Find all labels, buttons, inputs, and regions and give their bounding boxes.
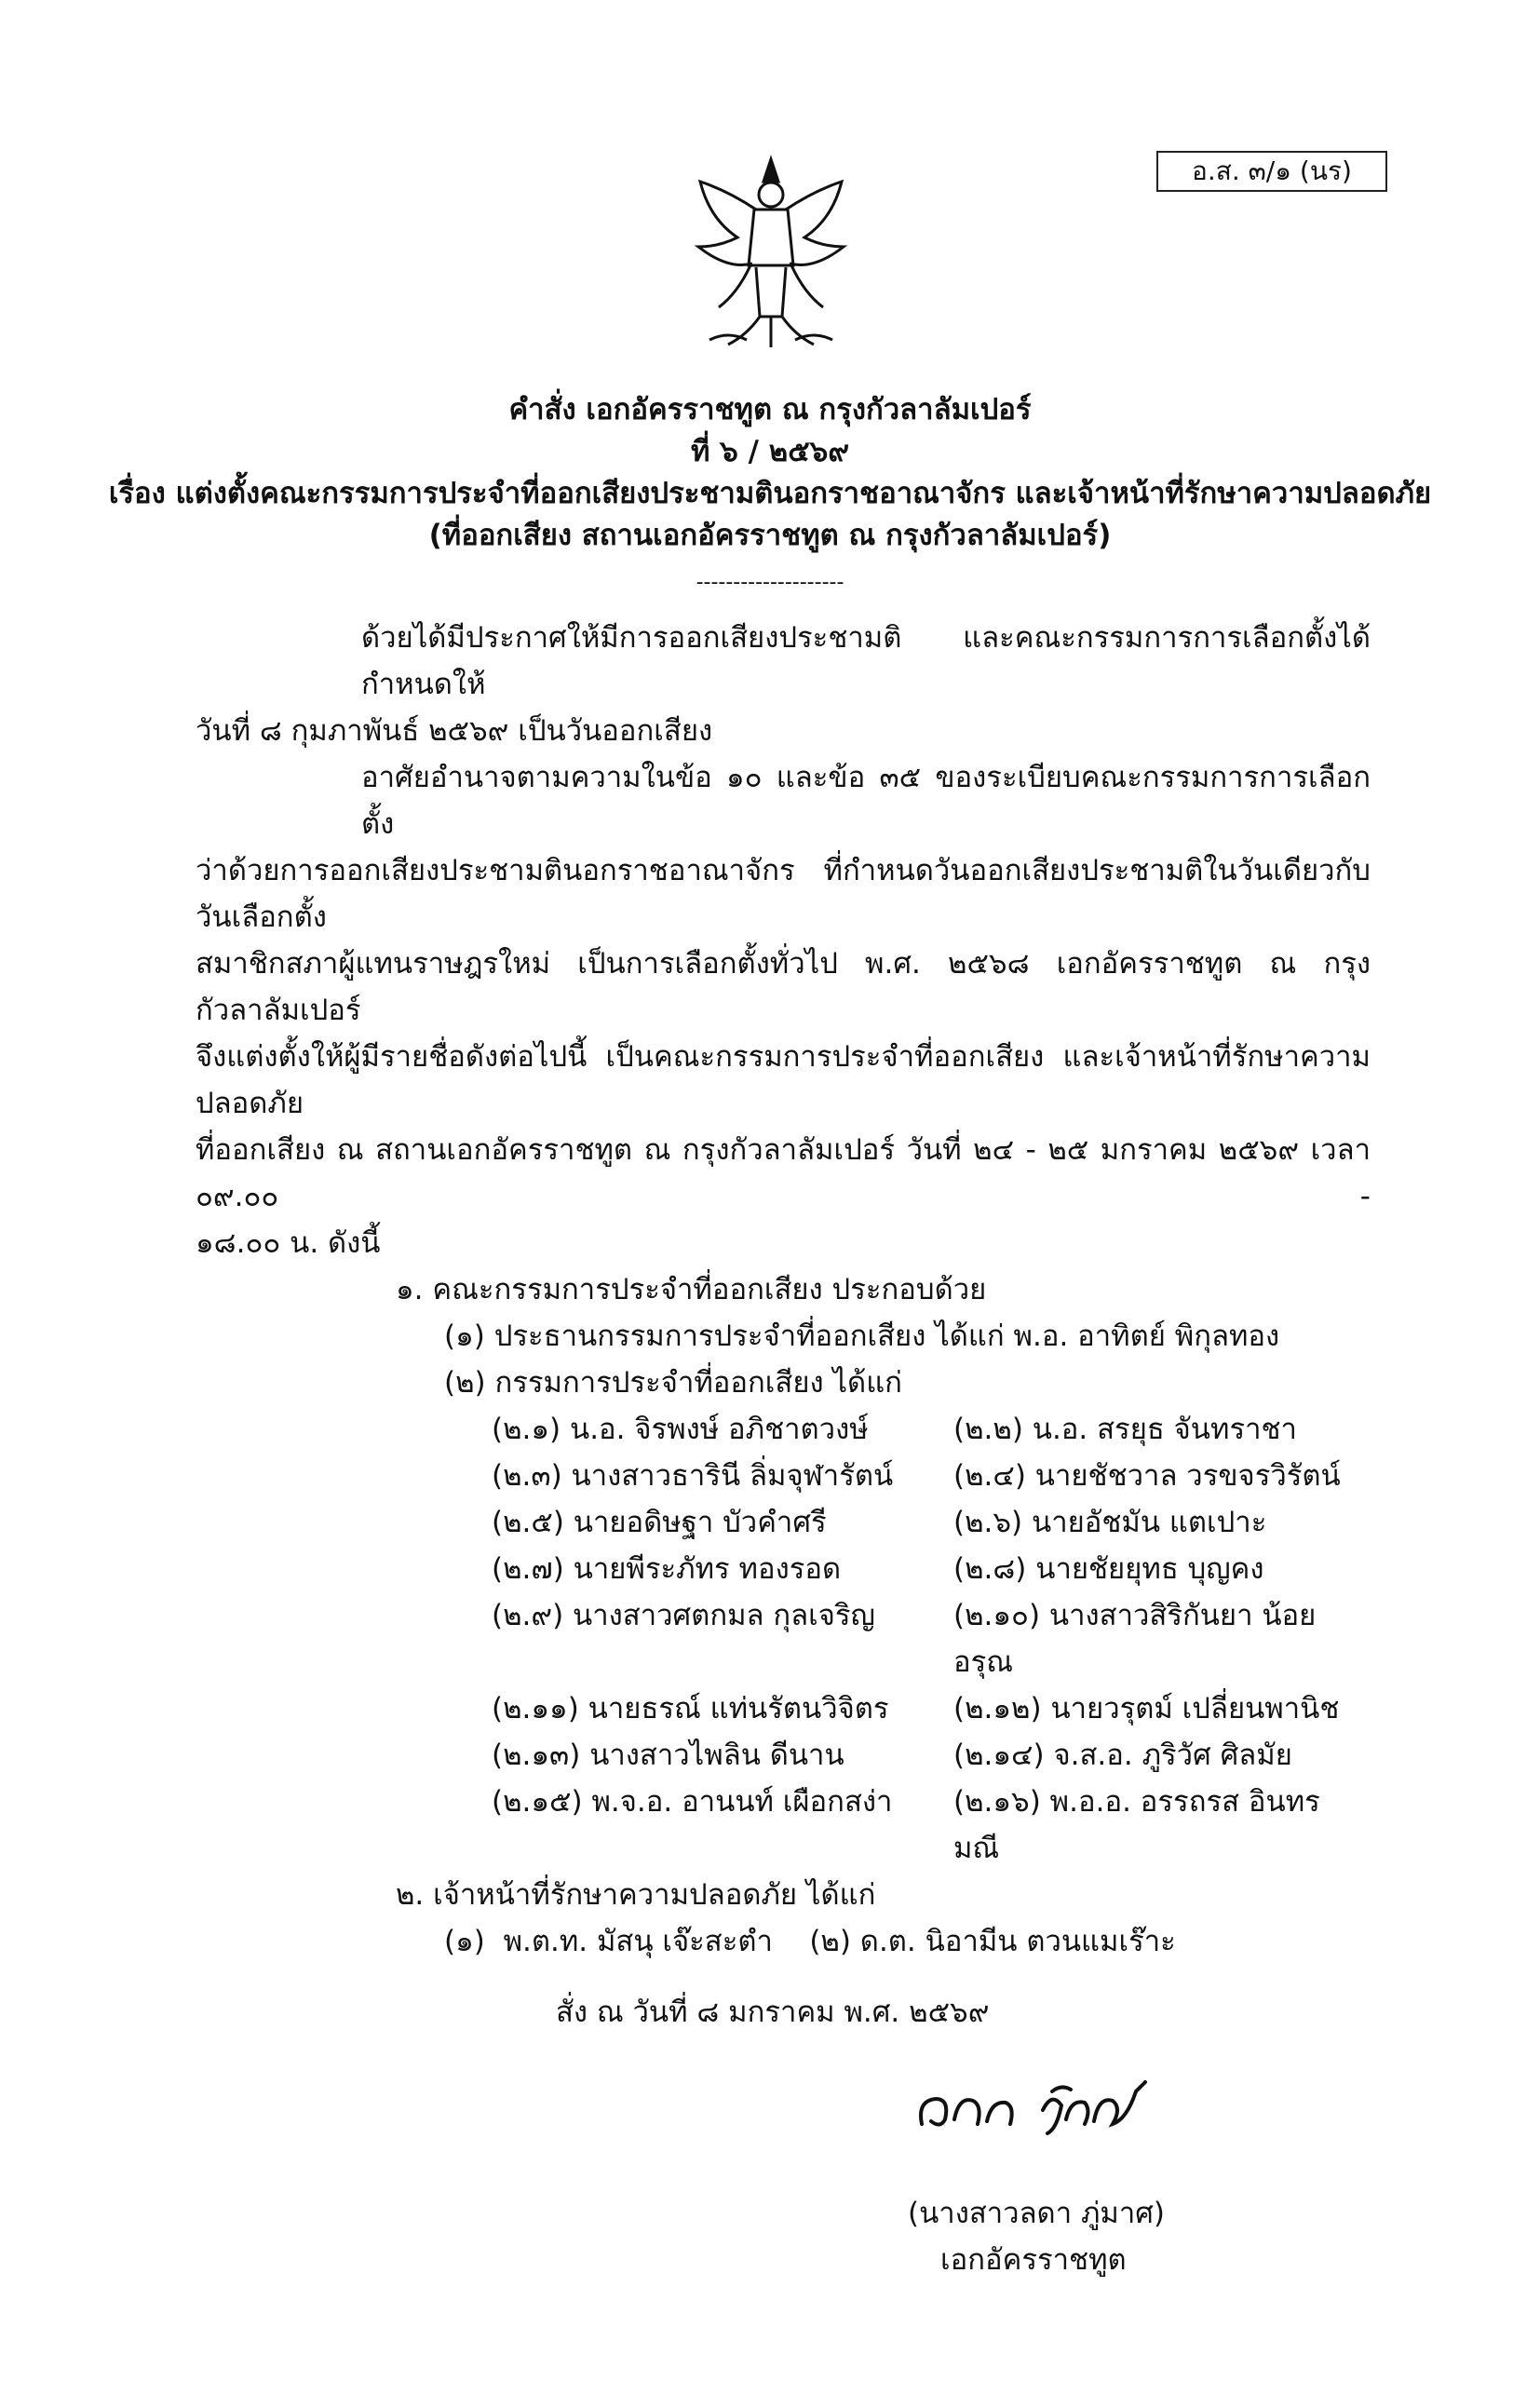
para2-line2: ว่าด้วยการออกเสียงประชามตินอกราชอาณาจักร ที่กำหนดวันออกเสียงประชามติในวันเดียวกับวันเลือกตั้ง [196,854,1371,934]
member-item: (๒.๑๔) จ.ส.อ. ภูริวัศ ศิลมัย [953,1739,1292,1772]
member-item: (๒.๑๒) นายวรุตม์ เปลี่ยนพานิช [953,1692,1340,1725]
members-list [196,1406,1371,1872]
signature-area [196,2073,1371,2185]
signer-name: (นางสาวลดา ภู่มาศ) [908,2197,1166,2230]
order-subject: เรื่อง แต่งตั้งคณะกรรมการประจำที่ออกเสียงประชามตินอกราชอาณาจักร และเจ้าหน้าที่รักษาความปลอดภัย [108,477,1432,510]
member-item: (๒.๑๖) พ.อ.อ. อรรถรส อินทรมณี [953,1785,1320,1865]
member-item: (๒.๑) น.อ. จิรพงษ์ อภิชาตวงษ์ [492,1413,869,1446]
member-item: (๒.๑๑) นายธรณ์ แท่นรัตนวิจิตร [492,1692,889,1725]
chair-line: (๑) ประธานกรรมการประจำที่ออกเสียง ได้แก่ พ.อ. อาทิตย์ พิกุลทอง [444,1319,1280,1353]
order-date: สั่ง ณ วันที่ ๘ มกราคม พ.ศ. ๒๕๖๙ [556,1996,990,2029]
member-item: (๒.๑๓) นางสาวไพลิน ดีนาน [492,1739,844,1772]
section1-heading: ๑. คณะกรรมการประจำที่ออกเสียง ประกอบด้วย [396,1273,987,1306]
member-item: (๒.๑๐) นางสาวสิริกันยา น้อยอรุณ [953,1599,1317,1679]
member-item: (๒.๗) นายพีระภัทร ทองรอด [492,1552,842,1586]
members-heading: (๒) กรรมการประจำที่ออกเสียง ได้แก่ [444,1366,902,1400]
para2-line4: จึงแต่งตั้งให้ผู้มีรายชื่อดังต่อไปนี้ เป็นคณะกรรมการประจำที่ออกเสียง และเจ้าหน้าที่รักษาความปลอดภัย [196,1040,1371,1120]
member-item: (๒.๕) นายอดิษฐา บัวคำศรี [492,1506,827,1539]
para2-line6: ๑๘.๐๐ น. ดังนี้ [196,1226,381,1260]
para2-line5: ที่ออกเสียง ณ สถานเอกอัครราชทูต ณ กรุงกัวลาลัมเปอร์ วันที่ ๒๔ - ๒๕ มกราคม ๒๕๖๙ เวลา ๐๙.๐๐ - [196,1133,1371,1213]
section2-heading: ๒. เจ้าหน้าที่รักษาความปลอดภัย ได้แก่ [396,1878,876,1912]
member-item: (๒.๔) นายชัชวาล วรขจรวิรัตน์ [953,1459,1341,1493]
para1-line2: วันที่ ๘ กุมภาพันธ์ ๒๕๖๙ เป็นวันออกเสียง [196,714,713,748]
signature-icon [912,2073,1164,2138]
para2-line3: สมาชิกสภาผู้แทนราษฎรใหม่ เป็นการเลือกตั้งทั่วไป พ.ศ. ๒๕๖๘ เอกอัครราชทูต ณ กรุงกัวลาลัมเปอร์ [196,947,1371,1027]
member-item: (๒.๙) นางสาวศตกมล กุลเจริญ [492,1599,875,1632]
para1-line1: ด้วยได้มีประกาศให้มีการออกเสียงประชามติ และคณะกรรมการการเลือกตั้งได้กำหนดให้ [361,621,1371,701]
member-item: (๒.๖) นายอัชมัน แตเปาะ [953,1506,1267,1539]
order-number: ที่ ๖ / ๒๕๖๙ [690,435,850,468]
signer-title: เอกอัครราชทูต [940,2243,1127,2277]
member-item: (๒.๒) น.อ. สรยุธ จันทราชา [953,1413,1297,1446]
security-officers: (๑) พ.ต.ท. มัสนุ เจ๊ะสะตำ (๒) ด.ต. นิอามีน ตวนแมเร๊าะ [444,1925,1176,1958]
member-item: (๒.๑๕) พ.จ.อ. อานนท์ เผือกสง่า [492,1785,893,1819]
order-subject-line2: (ที่ออกเสียง สถานเอกอัครราชทูต ณ กรุงกัวลาลัมเปอร์) [428,519,1112,552]
divider: -------------------- [696,571,844,594]
para2-line1: อาศัยอำนาจตามความในข้อ ๑๐ และข้อ ๓๕ ของระเบียบคณะกรรมการการเลือกตั้ง [361,761,1371,841]
member-item: (๒.๘) นายชัยยุทธ บุญคง [953,1552,1264,1586]
order-title: คำสั่ง เอกอัครราชทูต ณ กรุงกัวลาลัมเปอร์ [508,393,1032,426]
form-code: อ.ส. ๓/๑ (นร) [1192,156,1352,186]
member-item: (๒.๓) นางสาวธารินี ลิ่มจุฬารัตน์ [492,1459,894,1493]
